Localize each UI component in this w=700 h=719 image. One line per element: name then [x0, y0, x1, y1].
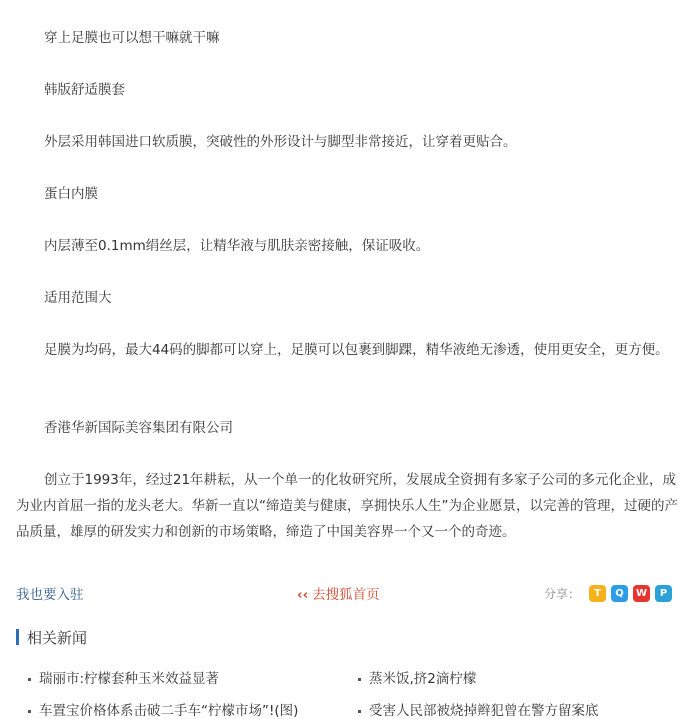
sohu-home-label: 去搜狐首页	[312, 587, 380, 603]
pinterest-icon[interactable]: P	[655, 585, 672, 602]
sina-weibo-icon[interactable]: W	[633, 585, 650, 602]
related-news-heading	[16, 626, 684, 648]
double-chevron-left-icon: ‹‹	[297, 587, 309, 603]
tencent-weibo-icon[interactable]: T	[589, 585, 606, 602]
article-paragraph: 适用范围大	[44, 290, 112, 306]
related-news-item[interactable]: 车置宝价格体系击破二手车“柠檬市场”!(图)	[28, 699, 298, 719]
sohu-home-link[interactable]	[297, 583, 380, 603]
article-paragraph: 穿上足膜也可以想干嘛就干嘛	[44, 30, 220, 46]
article-paragraph: 足膜为均码，最大44码的脚都可以穿上，足膜可以包裹到脚踝，精华液绝无渗透，使用更安全，更方便。	[44, 342, 669, 358]
bullet-icon	[28, 710, 31, 713]
share-label: 分享：	[543, 586, 580, 601]
bullet-icon	[358, 710, 361, 713]
related-news-item[interactable]: 蒸米饭,挤2滴柠檬	[358, 667, 476, 687]
article-paragraph: 内层薄至0.1mm绢丝层，让精华液与肌肤亲密接触，保证吸收。	[44, 238, 430, 254]
article-paragraph: 创立于1993年，经过21年耕耘，从一个单一的化妆研究所，发展成全资拥有多家子公司的多元化企业，成为业内首屈一指的龙头老大。华新一直以“缔造美与健康，享拥快乐人生”为企业愿景，以完善的管理，过硬的产品质量，雄厚的研发实力和创新的市场策略，缔造了中国美容界一个又一个的奇迹。	[16, 472, 678, 540]
join-link[interactable]: 我也要入驻	[16, 587, 84, 603]
article-paragraph: 外层采用韩国进口软质膜，突破性的外形设计与脚型非常接近，让穿着更贴合。	[44, 134, 517, 150]
article-footer-bar	[16, 580, 684, 606]
article-paragraph: 蛋白内膜	[44, 186, 98, 202]
qq-icon[interactable]: Q	[611, 585, 628, 602]
related-news-title: 相关新闻	[27, 629, 88, 647]
article-paragraph: 韩版舒适膜套	[44, 82, 125, 98]
heading-accent-bar	[16, 629, 19, 645]
article-paragraph: 香港华新国际美容集团有限公司	[44, 420, 233, 436]
bullet-icon	[358, 678, 361, 681]
related-news-item[interactable]: 受害人民部被烧掉辫犯曾在警方留案底	[358, 699, 599, 719]
bullet-icon	[28, 678, 31, 681]
related-news-item[interactable]: 瑞丽市:柠檬套种玉米效益显著	[28, 667, 219, 687]
share-bar	[544, 582, 672, 604]
